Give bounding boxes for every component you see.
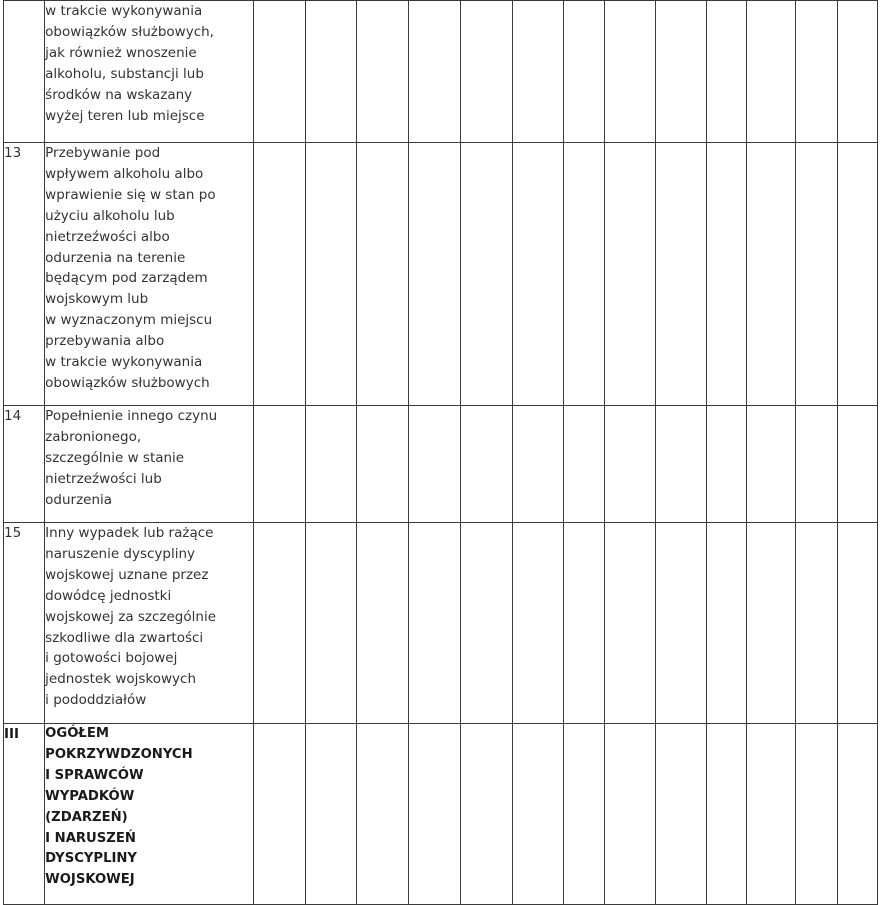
description-line: alkoholu, substancji lub — [45, 65, 204, 82]
row-description — [45, 724, 254, 905]
value-cell — [706, 523, 746, 724]
value-cell — [604, 1, 656, 143]
description-line: zabronionego, — [45, 428, 142, 445]
value-cell — [604, 406, 656, 523]
value-cell — [747, 724, 796, 905]
value-cell — [305, 724, 356, 905]
description-line: Przebywanie pod — [45, 145, 161, 161]
description-line: obowiązków służbowych, — [45, 23, 214, 40]
value-cell — [305, 1, 356, 143]
description-line: obowiązków służbowych — [45, 374, 210, 391]
value-cell — [564, 1, 604, 143]
value-cell — [656, 523, 707, 724]
value-cell — [564, 523, 604, 724]
value-cell — [604, 143, 656, 406]
description-line: wojskowej uznane przez — [45, 566, 209, 583]
value-cell — [656, 1, 707, 143]
value-cell — [564, 143, 604, 406]
value-cell — [512, 1, 564, 143]
row-number: III — [4, 724, 45, 905]
value-cell — [461, 143, 513, 406]
row-description — [45, 523, 254, 724]
value-cell — [356, 143, 409, 406]
description-line: naruszenie dyscypliny — [45, 545, 196, 562]
description-line: nietrzeźwości albo — [45, 228, 170, 245]
description-line: Popełnienie innego czynu — [45, 408, 218, 424]
value-cell — [512, 143, 564, 406]
value-cell — [706, 406, 746, 523]
description-line: DYSCYPLINY — [45, 851, 137, 867]
value-cell — [837, 406, 877, 523]
value-cell — [795, 406, 837, 523]
value-cell — [254, 406, 306, 523]
value-cell — [409, 523, 461, 724]
value-cell — [706, 1, 746, 143]
description-line: POKRZYWDZONYCH — [45, 746, 193, 762]
value-cell — [461, 724, 513, 905]
description-line: w trakcie wykonywania — [45, 3, 203, 19]
row-description — [45, 1, 254, 143]
value-cell — [305, 143, 356, 406]
table-row — [4, 1, 878, 143]
description-line: szczególnie w stanie — [45, 449, 185, 466]
description-line: w trakcie wykonywania — [45, 354, 203, 371]
description-line: I NARUSZEŃ — [45, 830, 136, 846]
value-cell — [409, 1, 461, 143]
value-cell — [461, 406, 513, 523]
description-line: i pododdziałów — [45, 692, 147, 709]
row-number: 13 — [4, 143, 45, 406]
description-line: wojskowej za szczególnie — [45, 608, 217, 625]
table-row — [4, 724, 878, 905]
value-cell — [795, 724, 837, 905]
value-cell — [305, 406, 356, 523]
description-line: jednostek wojskowych — [45, 671, 197, 688]
description-line: szkodliwe dla zwartości — [45, 629, 204, 646]
value-cell — [254, 143, 306, 406]
description-line: w wyznaczonym miejscu — [45, 312, 213, 329]
value-cell — [706, 724, 746, 905]
description-line: I SPRAWCÓW — [45, 767, 144, 783]
discipline-table — [3, 0, 878, 905]
value-cell — [564, 724, 604, 905]
description-line: odurzenia na terenie — [45, 249, 186, 266]
table-row — [4, 143, 878, 406]
table-row — [4, 523, 878, 724]
value-cell — [461, 523, 513, 724]
value-cell — [409, 406, 461, 523]
value-cell — [795, 523, 837, 724]
value-cell — [837, 724, 877, 905]
description-line: wpływem alkoholu albo — [45, 165, 204, 182]
value-cell — [254, 1, 306, 143]
row-number — [4, 1, 45, 143]
value-cell — [747, 143, 796, 406]
value-cell — [461, 1, 513, 143]
value-cell — [837, 1, 877, 143]
value-cell — [837, 143, 877, 406]
value-cell — [747, 1, 796, 143]
description-line: Inny wypadek lub rażące — [45, 525, 214, 541]
value-cell — [305, 523, 356, 724]
description-line: odurzenia — [45, 491, 113, 508]
description-line: wojskowym lub — [45, 291, 149, 308]
value-cell — [656, 143, 707, 406]
description-line: i gotowości bojowej — [45, 650, 178, 667]
row-number: 15 — [4, 523, 45, 724]
description-line: nietrzeźwości lub — [45, 470, 162, 487]
table-body — [4, 1, 878, 905]
value-cell — [254, 523, 306, 724]
description-line: użyciu alkoholu lub — [45, 207, 175, 224]
value-cell — [747, 523, 796, 724]
value-cell — [837, 523, 877, 724]
value-cell — [356, 406, 409, 523]
row-description — [45, 143, 254, 406]
value-cell — [795, 143, 837, 406]
description-line: (ZDARZEŃ) — [45, 809, 128, 825]
description-line: dowódcę jednostki — [45, 587, 172, 604]
value-cell — [512, 406, 564, 523]
value-cell — [706, 143, 746, 406]
description-line: środków na wskazany — [45, 86, 193, 103]
description-line: jak również wnoszenie — [45, 44, 197, 61]
description-line: przebywania albo — [45, 333, 165, 350]
value-cell — [656, 406, 707, 523]
value-cell — [564, 406, 604, 523]
value-cell — [356, 523, 409, 724]
description-line: WOJSKOWEJ — [45, 872, 135, 888]
description-line: będącym pod zarządem — [45, 270, 208, 287]
value-cell — [512, 523, 564, 724]
description-line: WYPADKÓW — [45, 788, 135, 804]
value-cell — [356, 1, 409, 143]
row-number: 14 — [4, 406, 45, 523]
value-cell — [356, 724, 409, 905]
row-description — [45, 406, 254, 523]
value-cell — [254, 724, 306, 905]
table-row — [4, 406, 878, 523]
value-cell — [604, 523, 656, 724]
value-cell — [604, 724, 656, 905]
description-line: OGÓŁEM — [45, 726, 110, 741]
value-cell — [512, 724, 564, 905]
value-cell — [795, 1, 837, 143]
value-cell — [409, 724, 461, 905]
description-line: wprawienie się w stan po — [45, 186, 216, 203]
value-cell — [409, 143, 461, 406]
description-line: wyżej teren lub miejsce — [45, 107, 205, 124]
value-cell — [656, 724, 707, 905]
value-cell — [747, 406, 796, 523]
